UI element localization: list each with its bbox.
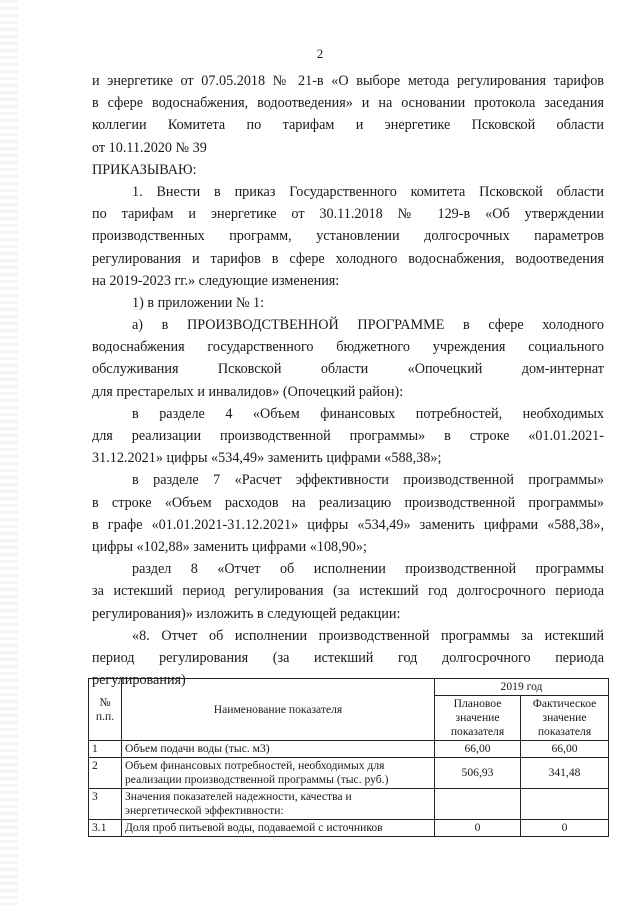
row-plan: 506,93 — [435, 758, 521, 789]
text-line: регулирования)» изложить в следующей редакции: — [92, 605, 401, 622]
text-line: коллегии Комитета по тарифам и энергетике Псковской области — [92, 117, 604, 134]
header-plan: Плановое значение показателя — [435, 696, 521, 741]
row-plan: 0 — [435, 820, 521, 837]
text-line: период регулирования (за истекший год долгосрочного периода — [92, 649, 604, 666]
text-line: от 10.11.2020 № 39 — [92, 139, 207, 156]
row-name: Доля проб питьевой воды, подаваемой с источников — [122, 820, 435, 837]
header-fact: Фактическое значение показателя — [521, 696, 609, 741]
table-row — [89, 820, 609, 837]
text-line: водоснабжения государственного бюджетного учреждения социального — [92, 339, 604, 356]
text-line: в графе «01.01.2021-31.12.2021» цифры «534,49» заменить цифрами «588,38», — [92, 516, 604, 533]
text-line: ПРИКАЗЫВАЮ: — [92, 161, 197, 178]
row-name: Объем подачи воды (тыс. м3) — [122, 741, 435, 758]
row-plan: 66,00 — [435, 741, 521, 758]
report-table — [88, 678, 609, 837]
header-name: Наименование показателя — [122, 679, 435, 741]
text-line: для престарелых и инвалидов» (Опочецкий район): — [92, 383, 404, 400]
header-num: № п.п. — [89, 679, 122, 741]
text-line: 31.12.2021» цифры «534,49» заменить цифрами «588,38»; — [92, 450, 442, 467]
row-fact: 66,00 — [521, 741, 609, 758]
text-line: в разделе 4 «Объем финансовых потребностей, необходимых — [132, 405, 604, 422]
text-line: и энергетике от 07.05.2018 № 21-в «О выборе метода регулирования тарифов — [92, 73, 604, 89]
text-line: в сфере водоснабжения, водоотведения» и на основании протокола заседания — [92, 95, 604, 112]
row-name: Значения показателей надежности, качества и энергетической эффективности: — [122, 789, 435, 820]
text-line: за истекший период регулирования (за истекший год долгосрочного периода — [92, 583, 604, 600]
row-fact — [521, 789, 609, 820]
text-line: 1) в приложении № 1: — [132, 294, 265, 311]
text-line: 1. Внести в приказ Государственного комитета Псковской области — [132, 183, 604, 200]
document-body — [92, 70, 604, 691]
text-line: обслуживания Псковской области «Опочецкий дом-интернат — [92, 361, 604, 378]
table-header-row — [89, 679, 609, 696]
text-line: регулирования) — [92, 672, 186, 689]
table-row — [89, 741, 609, 758]
row-fact: 341,48 — [521, 758, 609, 789]
scan-edge-artifact — [0, 0, 18, 905]
text-line: в разделе 7 «Расчет эффективности производственной программы» — [132, 472, 604, 489]
text-line: для реализации производственной программы» в строке «01.01.2021- — [92, 428, 604, 444]
table-row — [89, 758, 609, 789]
row-name: Объем финансовых потребностей, необходимых для реализации производственной программы (тыс. руб.) — [122, 758, 435, 789]
page-number: 2 — [316, 46, 324, 61]
header-year: 2019 год — [435, 679, 609, 696]
text-line: на 2019-2023 гг.» следующие изменения: — [92, 272, 340, 289]
text-line: производственных программ, установлении долгосрочных параметров — [92, 228, 604, 245]
row-num: 3.1 — [89, 820, 122, 837]
text-line: в строке «Объем расходов на реализацию производственной программы» — [92, 494, 604, 511]
table-row — [89, 789, 609, 820]
text-line: регулирования и тарифов в сфере холодного водоснабжения, водоотведения — [92, 250, 604, 267]
row-fact: 0 — [521, 820, 609, 837]
text-line: раздел 8 «Отчет об исполнении производственной программы — [132, 561, 604, 578]
text-line: цифры «102,88» заменить цифрами «108,90»; — [92, 538, 367, 555]
row-num: 2 — [89, 758, 122, 789]
row-num: 3 — [89, 789, 122, 820]
text-line: по тарифам и энергетике от 30.11.2018 № 129-в «Об утверждении — [92, 206, 604, 223]
row-num: 1 — [89, 741, 122, 758]
row-plan — [435, 789, 521, 820]
text-line: а) в ПРОИЗВОДСТВЕННОЙ ПРОГРАММЕ в сфере холодного — [132, 317, 604, 334]
text-line: «8. Отчет об исполнении производственной программы за истекший — [132, 627, 604, 644]
